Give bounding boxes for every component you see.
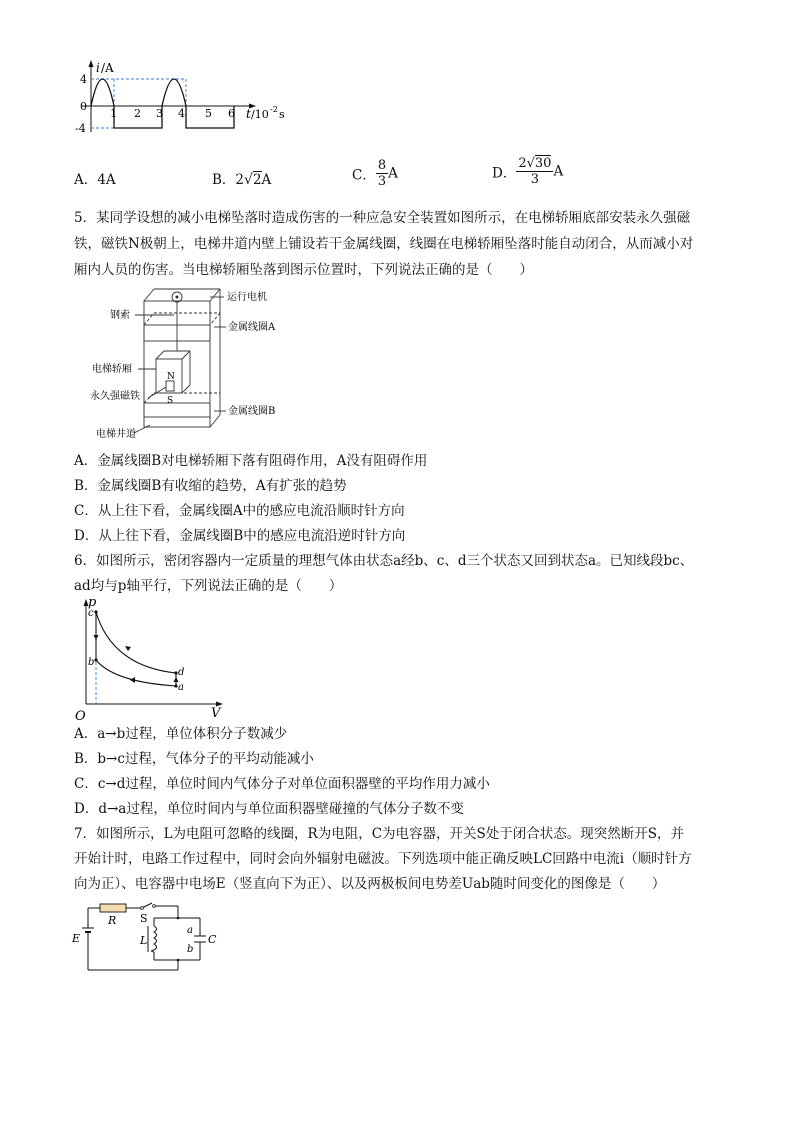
q7-line-3: 向为正）、电容器中电场E（竖直向下为正）、以及两极板间电势差Uab随时间变化的图像是（ ） bbox=[74, 876, 666, 892]
q5-label-cabin: 电梯轿厢 bbox=[92, 364, 132, 375]
q4-option-a: A．4A bbox=[74, 172, 116, 188]
q6-line-2: ad均与p轴平行，下列说法正确的是（ ） bbox=[74, 578, 343, 594]
q5-option-c: C．从上往下看，金属线圈A中的感应电流沿顺时针方向 bbox=[74, 503, 405, 519]
q6-option-d: D．d→a过程，单位时间内与单位面积器壁碰撞的气体分子数不变 bbox=[74, 801, 464, 817]
q4-ylabel-unit: /A bbox=[101, 61, 114, 75]
q5-label-cable: 钢索 bbox=[110, 310, 130, 321]
q4-tick-1: 1 bbox=[110, 107, 117, 120]
q4-option-b: B．2√2A bbox=[212, 172, 272, 188]
q4-option-c: C． $\frac{8}{3}$ A bbox=[352, 158, 398, 189]
q4-y-bottom: -4 bbox=[75, 122, 86, 135]
q6-pv-diagram bbox=[72, 596, 232, 722]
q6-point-a: a bbox=[178, 682, 184, 693]
q4-y-top: 4 bbox=[80, 73, 87, 86]
q6-point-b: b bbox=[88, 657, 95, 668]
q4-tick-5: 5 bbox=[205, 107, 212, 120]
q6-point-c: c bbox=[88, 608, 94, 619]
q7-line-2: 开始计时，电路工作过程中，同时会向外辐射电磁波。下列选项中能正确反映LC回路中电流i（顺时针方 bbox=[74, 851, 692, 867]
q4-xlabel-s: s bbox=[279, 108, 285, 121]
q4-xlabel-t: t bbox=[246, 107, 251, 121]
q7-label-r: R bbox=[108, 914, 117, 927]
q4-xlabel-unit: /10 bbox=[251, 108, 269, 121]
q5-label-magnet: 永久强磁铁 bbox=[90, 391, 140, 402]
q5-label-motor: 运行电机 bbox=[227, 292, 267, 303]
q5-option-d: D．从上往下看，金属线圈B中的感应电流沿逆时针方向 bbox=[74, 528, 406, 544]
q4-tick-2: 2 bbox=[134, 107, 141, 120]
q4-tick-6: 6 bbox=[228, 107, 235, 120]
q7-label-c: C bbox=[208, 933, 217, 946]
q5-line-2: 铁，磁铁N极朝上，电梯井道内壁上铺设若干金属线圈，线圈在电梯轿厢坠落时能自动闭合，从而减小对 bbox=[74, 236, 694, 252]
q5-label-coil-a: 金属线圈A bbox=[228, 322, 276, 333]
q5-label-s: S bbox=[167, 396, 174, 406]
q4-tick-3: 3 bbox=[156, 107, 163, 120]
q5-option-b: B．金属线圈B有收缩的趋势，A有扩张的趋势 bbox=[74, 478, 347, 494]
q4-current-graph bbox=[74, 58, 294, 140]
q6-line-1: 6．如图所示，密闭容器内一定质量的理想气体由状态a经b、c、d三个状态又回到状态a。已知线段bc、 bbox=[74, 553, 694, 569]
q7-label-e: E bbox=[72, 932, 81, 945]
q7-label-l: L bbox=[140, 934, 148, 947]
q7-line-1: 7．如图所示，L为电阻可忽略的线圈，R为电阻，C为电容器，开关S处于闭合状态。现突然断开S，并 bbox=[74, 826, 685, 842]
q5-elevator-figure bbox=[90, 285, 320, 445]
q4-option-d: D． $\frac{2√30}{3}$ A bbox=[492, 156, 564, 187]
q6-axis-v: V bbox=[211, 706, 221, 721]
q6-option-b: B．b→c过程，气体分子的平均动能减小 bbox=[74, 751, 314, 767]
q7-label-b: b bbox=[187, 944, 194, 955]
q6-origin-o: O bbox=[75, 709, 86, 722]
q6-point-d: d bbox=[178, 667, 185, 678]
q4-y-zero: 0 bbox=[80, 100, 87, 113]
q5-line-1: 5．某同学设想的减小电梯坠落时造成伤害的一种应急安全装置如图所示，在电梯轿厢底部安装永久强磁 bbox=[74, 210, 691, 226]
q7-label-a: a bbox=[187, 925, 193, 936]
q7-lc-circuit bbox=[70, 898, 230, 978]
q5-option-a: A．金属线圈B对电梯轿厢下落有阻碍作用，A没有阻碍作用 bbox=[74, 453, 428, 469]
q5-label-n: N bbox=[167, 372, 175, 382]
q6-option-c: C．c→d过程，单位时间内气体分子对单位面积器壁的平均作用力减小 bbox=[74, 776, 490, 792]
q4-tick-4: 4 bbox=[178, 107, 185, 120]
q5-line-3: 厢内人员的伤害。当电梯轿厢坠落到图示位置时，下列说法正确的是（ ） bbox=[74, 262, 533, 278]
q7-label-s: S bbox=[140, 912, 148, 925]
q6-option-a: A．a→b过程，单位体积分子数减少 bbox=[74, 726, 288, 742]
q6-axis-p: p bbox=[88, 596, 97, 610]
q4-ylabel-i: i bbox=[96, 61, 100, 75]
q5-label-shaft: 电梯井道 bbox=[96, 429, 136, 440]
q4-xlabel-exp: -2 bbox=[270, 105, 278, 114]
q5-label-coil-b: 金属线圈B bbox=[228, 406, 276, 417]
